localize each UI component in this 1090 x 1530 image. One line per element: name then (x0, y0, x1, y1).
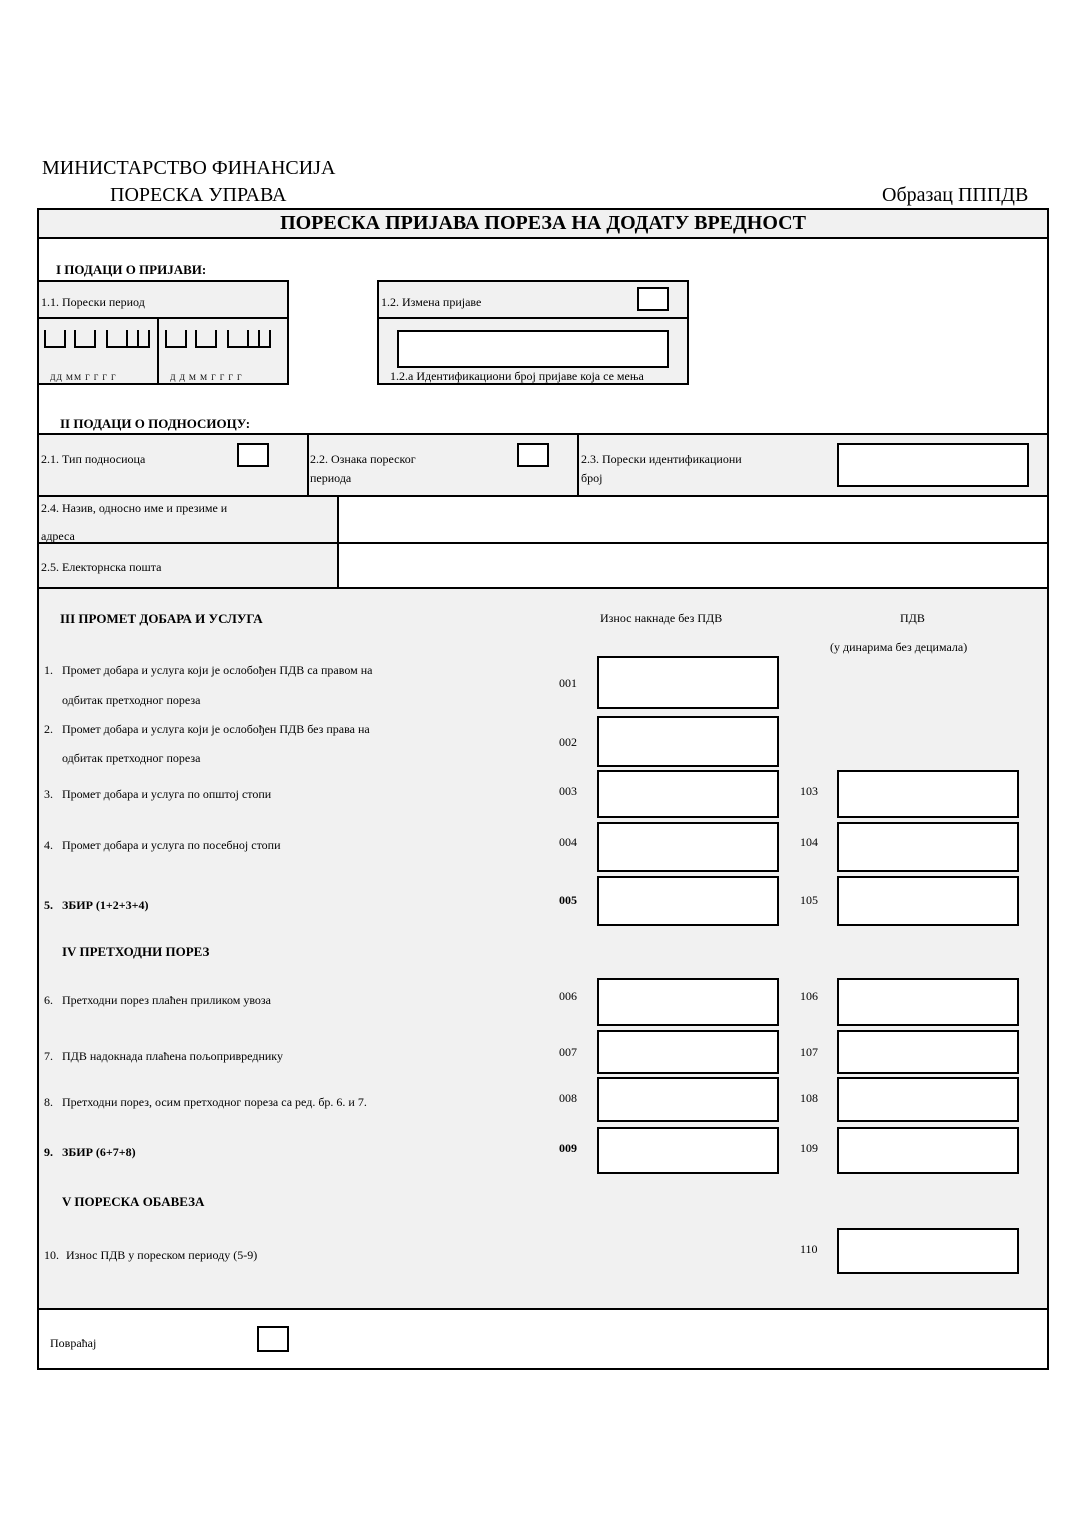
code-003: 003 (559, 784, 577, 798)
field-005[interactable] (597, 876, 779, 926)
tax-period-label: 1.1. Порески период (41, 295, 145, 309)
field-108[interactable] (837, 1077, 1019, 1122)
code-007: 007 (559, 1045, 577, 1059)
code-105: 105 (800, 893, 818, 907)
code-006: 006 (559, 989, 577, 1003)
code-110: 110 (800, 1242, 818, 1256)
section1-heading: I ПОДАЦИ О ПРИЈАВИ: (56, 262, 207, 277)
field-008[interactable] (597, 1077, 779, 1122)
email-input[interactable] (339, 544, 1047, 587)
col-amount-header: Износ накнаде без ПДВ (600, 611, 723, 625)
code-104: 104 (800, 835, 818, 849)
email-label: 2.5. Електорнска пошта (41, 560, 162, 574)
filer-type-box[interactable] (237, 443, 269, 467)
amended-return-id-label: 1.2.а Идентификациони број пријаве која се мења (390, 369, 644, 383)
field-104[interactable] (837, 822, 1019, 872)
amended-return-id-input[interactable] (397, 330, 669, 368)
row-2-label: Промет добара и услуга који је ослобођен ПДВ без права на (62, 722, 370, 736)
form-title: ПОРЕСКА ПРИЈАВА ПОРЕЗА НА ДОДАТУ ВРЕДНОСТ (280, 212, 806, 234)
field-002[interactable] (597, 716, 779, 767)
col-vat-header: ПДВ (900, 611, 925, 625)
period-from-date[interactable] (44, 330, 154, 352)
amendment-checkbox[interactable] (637, 287, 669, 311)
title-divider (39, 237, 1047, 239)
period-mark-box[interactable] (517, 443, 549, 467)
row-7-label: ПДВ надокнада плаћена пољопривреднику (62, 1049, 283, 1063)
field-107[interactable] (837, 1030, 1019, 1074)
code-002: 002 (559, 735, 577, 749)
period-mark-label: 2.2. Ознака пореског (310, 452, 416, 466)
row-6-label: Претходни порез плаћен приликом увоза (62, 993, 271, 1007)
period-from-format: ДД ММ Г Г Г Г (50, 373, 117, 382)
filer-type-label: 2.1. Тип подносиоца (41, 452, 146, 466)
field-004[interactable] (597, 822, 779, 872)
row-8-label: Претходни порез, осим претходног пореза са ред. бр. 6. и 7. (62, 1095, 367, 1109)
row-1-label: Промет добара и услуга који је ослобођен ПДВ са правом на (62, 663, 373, 677)
form-code: Образац ПППДВ (882, 184, 1029, 206)
refund-checkbox[interactable] (257, 1326, 289, 1352)
col-note: (у динарима без децимала) (830, 640, 968, 654)
row-5-label: ЗБИР (1+2+3+4) (62, 898, 149, 912)
row-10-label: Износ ПДВ у пореском периоду (5-9) (66, 1248, 258, 1262)
code-004: 004 (559, 835, 577, 849)
section3-heading: III ПРОМЕТ ДОБАРА И УСЛУГА (60, 611, 263, 626)
refund-label: Повраћај (50, 1336, 97, 1350)
row-9-label: ЗБИР (6+7+8) (62, 1145, 136, 1159)
field-105[interactable] (837, 876, 1019, 926)
field-009[interactable] (597, 1127, 779, 1174)
row-4-label: Промет добара и услуга по посебној стопи (62, 838, 281, 852)
code-107: 107 (800, 1045, 818, 1059)
row-3-label: Промет добара и услуга по општој стопи (62, 787, 272, 801)
field-006[interactable] (597, 978, 779, 1026)
code-009: 009 (559, 1141, 577, 1155)
code-001: 001 (559, 676, 577, 690)
tax-id-input[interactable] (837, 443, 1029, 487)
ministry-name: МИНИСТАРСТВО ФИНАНСИЈА (42, 157, 336, 179)
code-108: 108 (800, 1091, 818, 1105)
field-003[interactable] (597, 770, 779, 818)
field-001[interactable] (597, 656, 779, 709)
field-103[interactable] (837, 770, 1019, 818)
code-109: 109 (800, 1141, 818, 1155)
period-to-format: Д Д М М Г Г Г Г (170, 373, 243, 382)
name-address-input[interactable] (339, 497, 1047, 542)
code-103: 103 (800, 784, 818, 798)
tax-id-label: 2.3. Порески идентификациони (581, 452, 742, 466)
period-to-date[interactable] (165, 330, 275, 352)
amendment-label: 1.2. Измена пријаве (381, 295, 482, 309)
name-address-label: 2.4. Назив, односно име и презиме и (41, 501, 228, 515)
section2-heading: II ПОДАЦИ О ПОДНОСИОЦУ: (60, 416, 251, 431)
code-005: 005 (559, 893, 577, 907)
field-007[interactable] (597, 1030, 779, 1074)
field-109[interactable] (837, 1127, 1019, 1174)
code-106: 106 (800, 989, 818, 1003)
code-008: 008 (559, 1091, 577, 1105)
field-106[interactable] (837, 978, 1019, 1026)
section4-heading: IV ПРЕТХОДНИ ПОРЕЗ (62, 944, 210, 959)
field-110[interactable] (837, 1228, 1019, 1274)
section5-heading: V ПОРЕСКА ОБАВЕЗА (62, 1194, 205, 1209)
administration-name: ПОРЕСКА УПРАВА (110, 184, 287, 206)
